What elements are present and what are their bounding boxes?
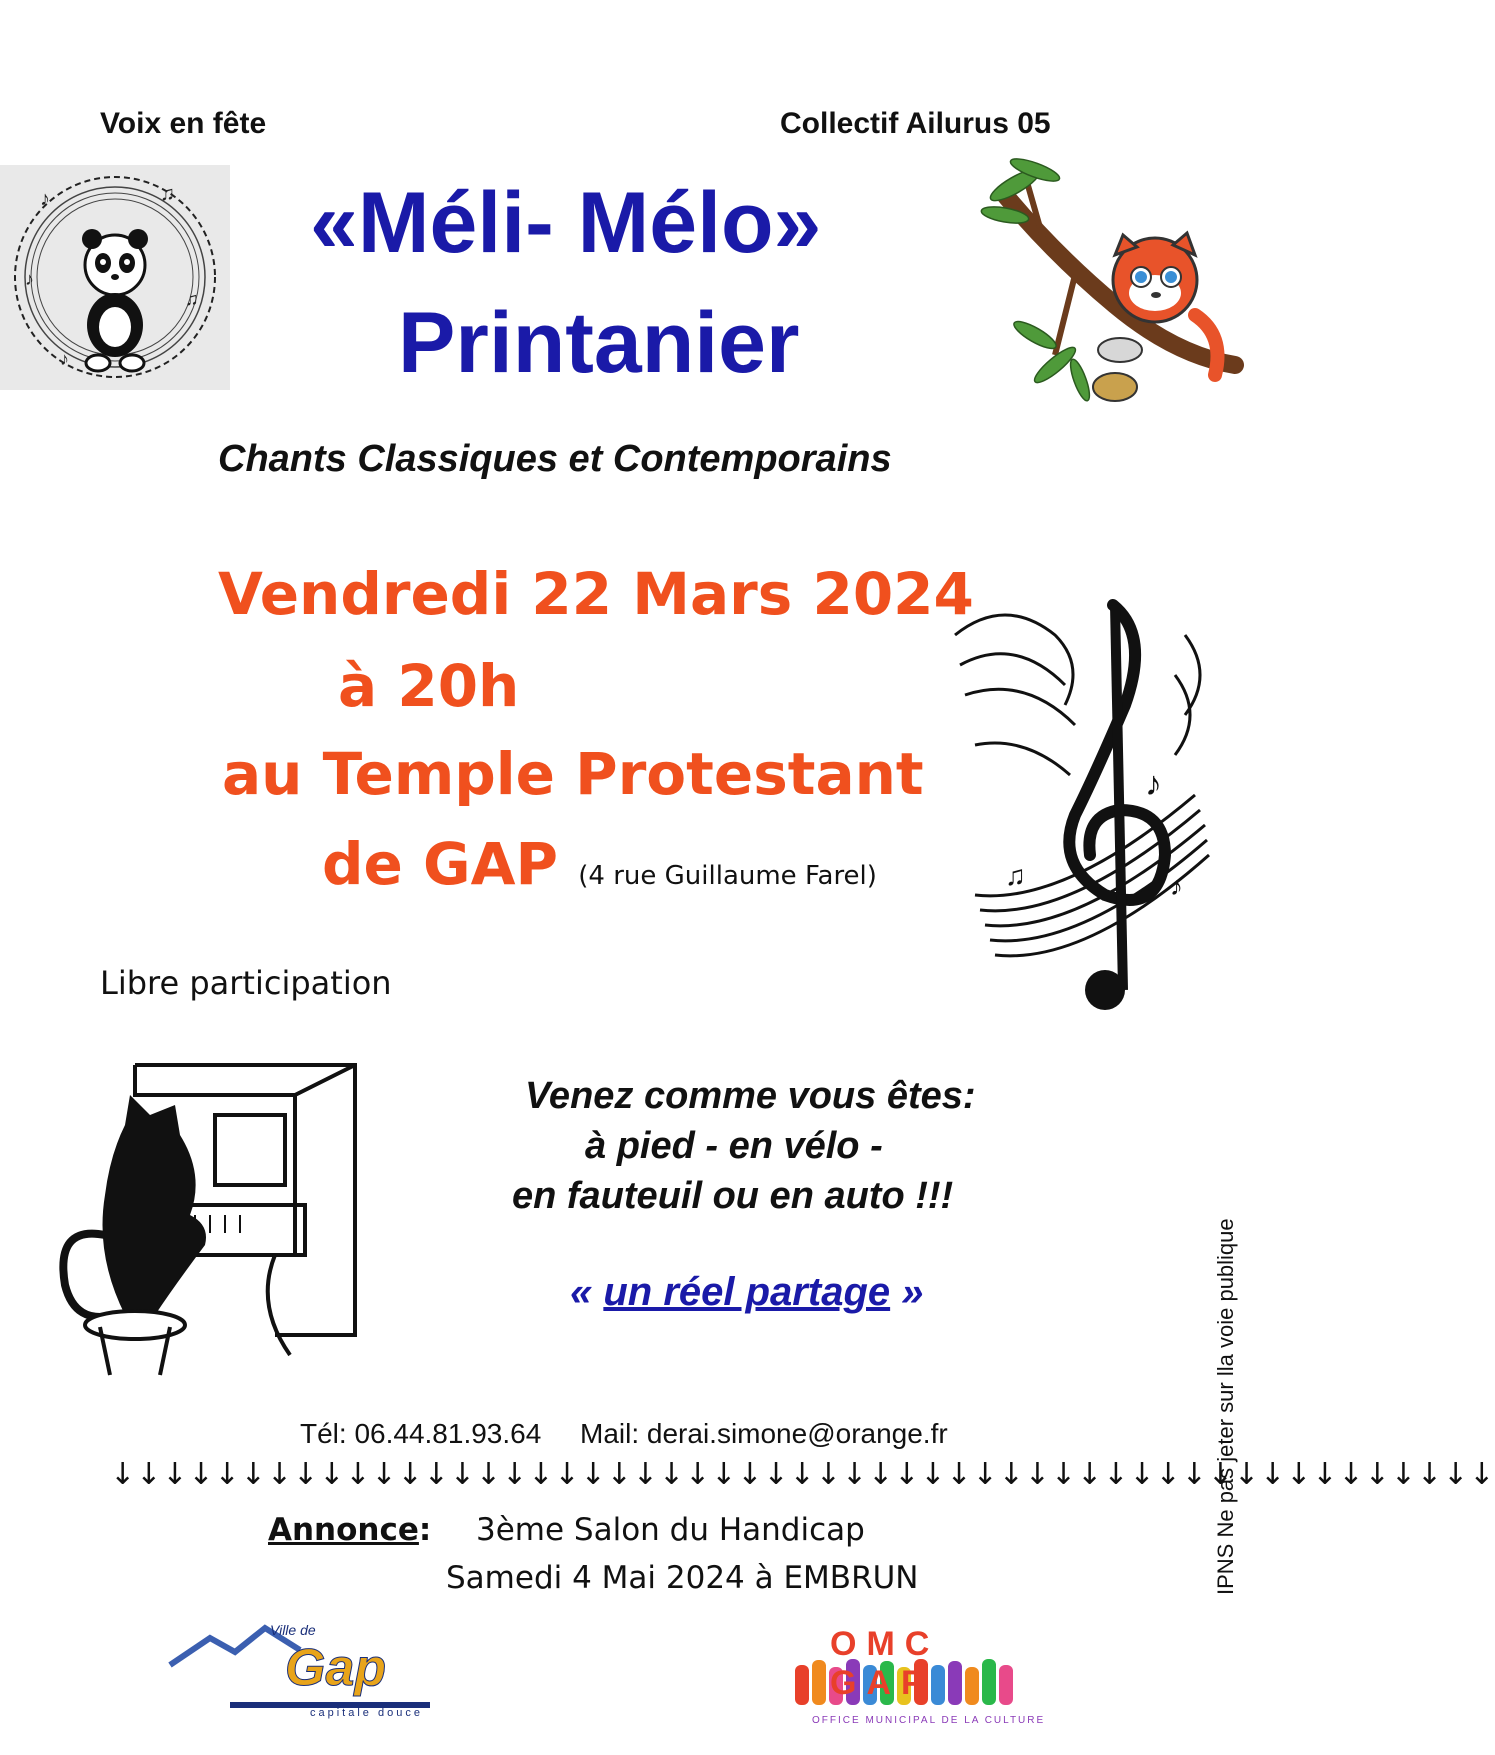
header-left: Voix en fête [100, 107, 267, 140]
announcement-line-2: Samedi 4 Mai 2024 à EMBRUN [446, 1560, 919, 1596]
event-time: à 20h [338, 652, 520, 720]
omc-gap-logo [790, 1625, 1046, 1730]
tagline-text: un réel partage [603, 1270, 891, 1314]
title-line-2: Printanier [398, 295, 800, 391]
cat-piano-illustration [55, 1055, 365, 1375]
title-line-1: «Méli- Mélo» [310, 175, 822, 271]
invite-line-1: Venez comme vous êtes: [525, 1075, 976, 1117]
event-address: (4 rue Guillaume Farel) [578, 861, 877, 891]
event-date: Vendredi 22 Mars 2024 [218, 560, 974, 628]
omc-logo-text: OMC GAP [830, 1625, 940, 1702]
event-venue: au Temple Protestant [222, 740, 924, 808]
event-city: de GAP [322, 830, 559, 898]
arrow-divider: ↓↓↓↓↓↓↓↓↓↓↓↓↓↓↓↓↓↓↓↓↓↓↓↓↓↓↓↓↓↓↓↓↓↓↓↓↓↓↓↓↓↓↓↓↓↓↓↓↓↓↓↓↓ [110, 1457, 1495, 1492]
contact-phone: Tél: 06.44.81.93.64 [300, 1418, 542, 1449]
subtitle: Chants Classiques et Contemporains [218, 438, 892, 480]
svg-text:♪: ♪ [40, 188, 50, 210]
announcement-label: Annonce [268, 1512, 419, 1548]
admission: Libre participation [100, 964, 392, 1002]
tagline-close-quote: » [890, 1270, 924, 1314]
gap-logo-text: Gap [285, 1639, 387, 1697]
panda-music-illustration [0, 165, 230, 390]
svg-text:♪: ♪ [1145, 765, 1162, 803]
tagline [570, 1270, 923, 1315]
header-right: Collectif Ailurus 05 [780, 107, 1051, 140]
svg-text:♪: ♪ [25, 269, 34, 289]
red-panda-branch-illustration [995, 165, 1240, 420]
svg-text:♫: ♫ [1005, 860, 1026, 891]
invite-line-3: en fauteuil ou en auto !!! [512, 1175, 954, 1217]
invite-line-2: à pied - en vélo - [585, 1125, 883, 1167]
ville-de-gap-logo [170, 1620, 470, 1720]
svg-text:♪: ♪ [60, 349, 69, 369]
svg-text:♫: ♫ [160, 183, 175, 205]
omc-logo-subtitle: OFFICE MUNICIPAL DE LA CULTURE [812, 1715, 1046, 1726]
ipns-notice: IPNS Ne pas jeter sur lla voie publique [1213, 1218, 1238, 1595]
event-city-line [322, 830, 877, 898]
svg-text:♪: ♪ [1170, 871, 1183, 901]
announcement-line-1: 3ème Salon du Handicap [476, 1512, 865, 1548]
gap-logo-tagline: capitale douce [310, 1707, 423, 1719]
gap-logo-small-text: Ville de [270, 1622, 316, 1638]
announcement-colon: : [418, 1512, 432, 1548]
tagline-open-quote: « [570, 1270, 604, 1314]
treble-clef-illustration [945, 595, 1215, 1015]
contact-mail: Mail: derai.simone@orange.fr [580, 1418, 948, 1449]
announcement-label-line [268, 1512, 431, 1548]
svg-text:♫: ♫ [185, 289, 199, 309]
